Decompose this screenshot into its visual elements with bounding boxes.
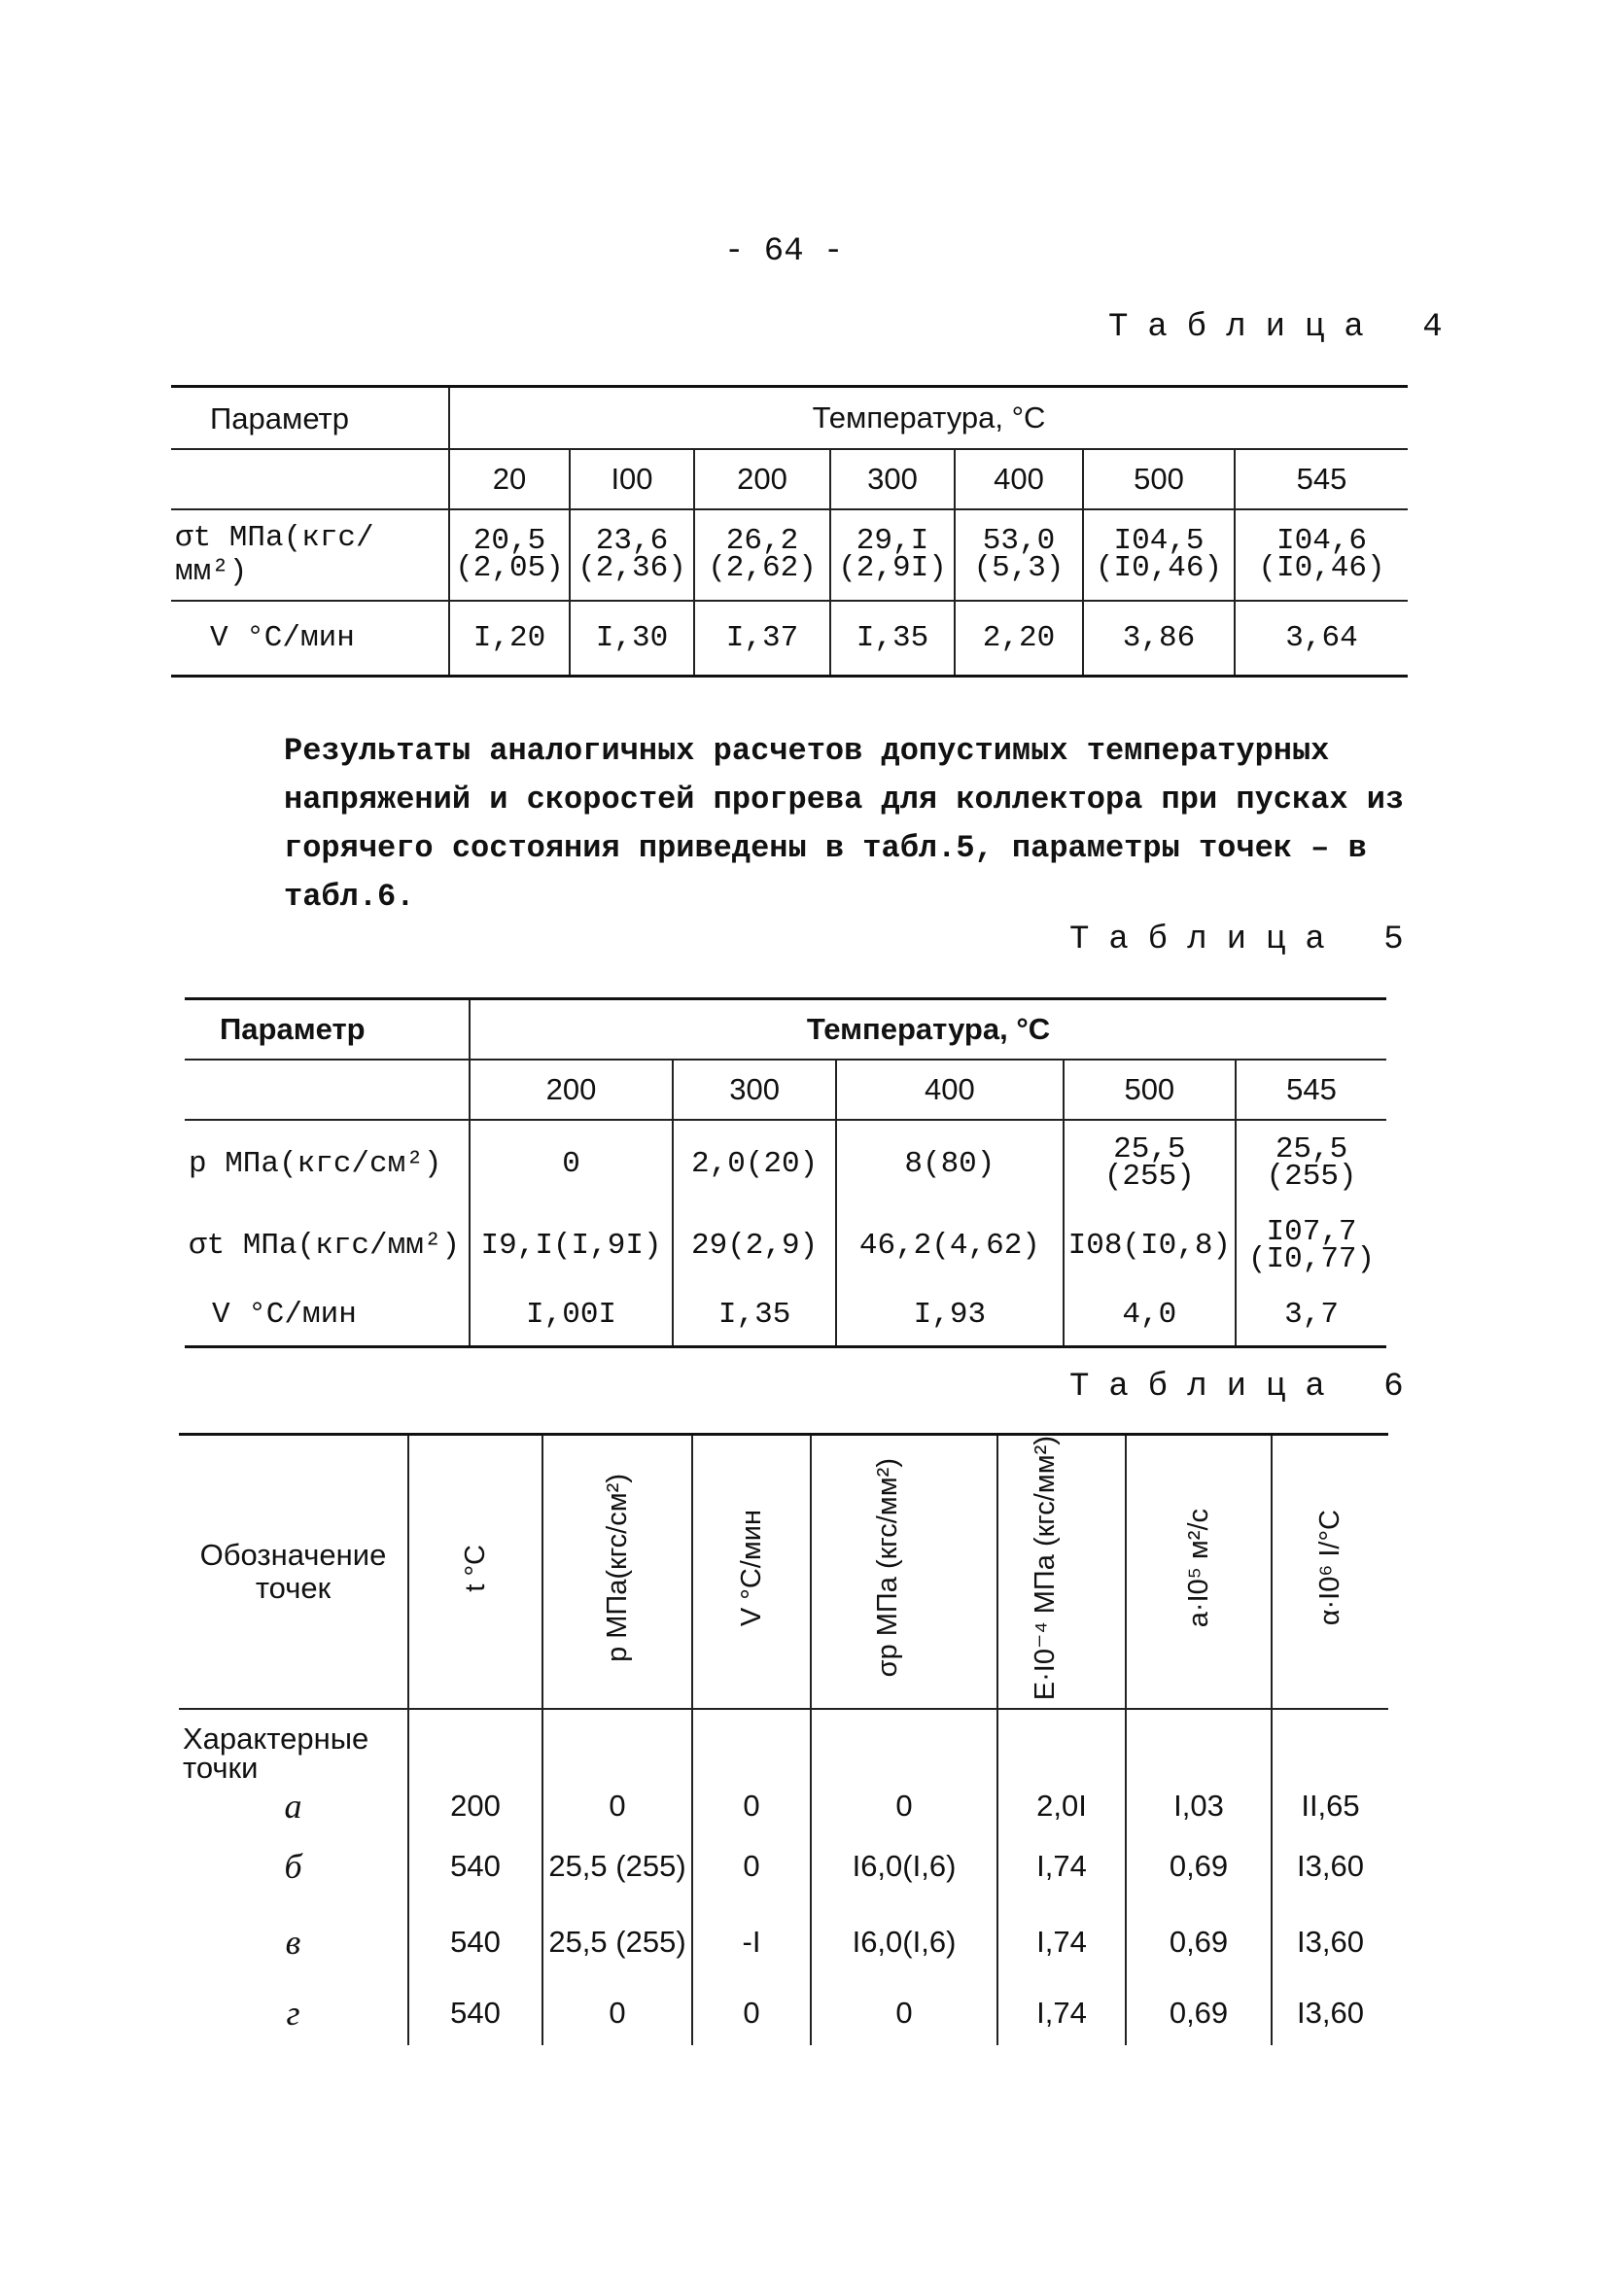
table5-sigma-value: 46,2(4,62) — [836, 1207, 1063, 1285]
table6-point: г — [286, 1994, 300, 2034]
table4-v-value: I,20 — [449, 601, 570, 677]
table5-p-value: 25,5 (255) — [1064, 1120, 1236, 1207]
table6-cell-t: 540 — [408, 1829, 542, 1903]
table5-temp: 300 — [673, 1060, 836, 1120]
table6-cell-p: 25,5 (255) — [542, 1903, 692, 1981]
table6-header-p — [542, 1435, 692, 1710]
table5-p-value: 2,0(20) — [673, 1120, 836, 1207]
table5-v-value: 3,7 — [1236, 1285, 1386, 1347]
table6-cell-v: -I — [692, 1903, 811, 1981]
table4-v-value: I,30 — [570, 601, 694, 677]
table4-header-spacer — [171, 449, 449, 509]
table6-cell-sigma: I6,0(I,6) — [811, 1829, 997, 1903]
table6-header-e-text: E·I0⁻⁴ МПа (кгс/мм²) — [1030, 1436, 1061, 1701]
table6-cell-e: I,74 — [997, 1829, 1126, 1903]
table6-cell-p: 25,5 (255) — [542, 1829, 692, 1903]
table6-point: в — [285, 1923, 301, 1963]
table5-param-header: Параметр — [220, 1012, 366, 1046]
table6-empty-cell — [811, 1709, 997, 1783]
table5-temp: 200 — [470, 1060, 673, 1120]
table6-group-label: Характерные точки — [183, 1722, 369, 1786]
table5-p-value: 0 — [470, 1120, 673, 1207]
table5-p-value: 8(80) — [836, 1120, 1063, 1207]
table6-cell-a: 0,69 — [1126, 1903, 1272, 1981]
table6-header-p-text: p МПа(кгс/см²) — [601, 1474, 633, 1663]
page-number: - 64 - — [724, 233, 844, 270]
table4-v-value: 2,20 — [955, 601, 1083, 677]
table6-header-t — [408, 1435, 542, 1710]
table6-empty-cell — [997, 1709, 1126, 1783]
table6-cell-e: I,74 — [997, 1981, 1126, 2045]
table5-v-label: V °С/мин — [212, 1298, 357, 1333]
table6-cell-v: 0 — [692, 1981, 811, 2045]
table6-empty-cell — [1126, 1709, 1272, 1783]
table6-header-a — [1126, 1435, 1272, 1710]
table5-v-value: I,35 — [673, 1285, 836, 1347]
table4-temp-header: Температура, °С — [449, 387, 1408, 449]
table6 — [179, 1433, 1388, 2045]
table5-sigma-value: I08(I0,8) — [1064, 1207, 1236, 1285]
table6-cell-e: 2,0I — [997, 1783, 1126, 1829]
table5-v-value: I,00I — [470, 1285, 673, 1347]
table4-sigma-value: I04,5 (I0,46) — [1083, 509, 1235, 601]
table6-header-e — [997, 1435, 1126, 1710]
table5-v-value: I,93 — [836, 1285, 1063, 1347]
table6-cell-a: 0,69 — [1126, 1829, 1272, 1903]
table5-sigma-value: 29(2,9) — [673, 1207, 836, 1285]
table4-v-label: V °С/мин — [171, 601, 449, 677]
table6-cell-e: I,74 — [997, 1903, 1126, 1981]
table6-cell-alpha: I3,60 — [1272, 1829, 1388, 1903]
table4-temp: 20 — [449, 449, 570, 509]
table4-temp: I00 — [570, 449, 694, 509]
table4-sigma-value: 23,6 (2,36) — [570, 509, 694, 601]
table5-p-value: 25,5 (255) — [1236, 1120, 1386, 1207]
table6-cell-alpha: I3,60 — [1272, 1903, 1388, 1981]
table6-cell-t: 540 — [408, 1903, 542, 1981]
table6-header-sigma-text: σp МПа (кгс/мм²) — [872, 1458, 903, 1678]
table6-empty-cell — [692, 1709, 811, 1783]
table6-cell-alpha: II,65 — [1272, 1783, 1388, 1829]
table5-v-value: 4,0 — [1064, 1285, 1236, 1347]
table5-temp: 545 — [1236, 1060, 1386, 1120]
table6-header-sigma — [811, 1435, 997, 1710]
table5-temp: 500 — [1064, 1060, 1236, 1120]
table6-header-alpha — [1272, 1435, 1388, 1710]
table6-empty-cell — [1272, 1709, 1388, 1783]
table6-cell-t: 200 — [408, 1783, 542, 1829]
table5-sigma-value: I9,I(I,9I) — [470, 1207, 673, 1285]
table6-header-alpha-text: α·I0⁶ I/°С — [1314, 1510, 1345, 1626]
table5-p-label: p МПа(кгс/см²) — [185, 1120, 470, 1207]
table4-temp: 400 — [955, 449, 1083, 509]
table6-empty-cell — [408, 1709, 542, 1783]
table4-sigma-value: I04,6 (I0,46) — [1235, 509, 1408, 601]
table6-point: а — [284, 1787, 302, 1826]
table4-sigma-label: σt МПа(кгс/мм²) — [171, 509, 449, 601]
table4-v-value: I,35 — [830, 601, 955, 677]
table4-temp: 545 — [1235, 449, 1408, 509]
table6-caption: Таблица 6 — [1069, 1369, 1423, 1406]
table5-temp: 400 — [836, 1060, 1063, 1120]
table6-cell-v: 0 — [692, 1829, 811, 1903]
table4-v-value: 3,86 — [1083, 601, 1235, 677]
table4-caption: Таблица 4 — [1108, 309, 1462, 346]
table6-cell-a: 0,69 — [1126, 1981, 1272, 2045]
table6-header-a-text: a·I0⁵ м²/с — [1182, 1509, 1214, 1628]
table4-temp: 500 — [1083, 449, 1235, 509]
table4-v-value: 3,64 — [1235, 601, 1408, 677]
table5 — [185, 997, 1386, 1348]
table5-header-spacer — [185, 1060, 470, 1120]
table4-param-header: Параметр — [210, 401, 349, 435]
table6-cell-p: 0 — [542, 1783, 692, 1829]
table6-header-t-text: t °С — [459, 1544, 491, 1592]
table6-empty-cell — [542, 1709, 692, 1783]
table6-point: б — [284, 1847, 302, 1887]
table4-sigma-value: 53,0 (5,3) — [955, 509, 1083, 601]
table5-sigma-label: σt МПа(кгс/мм²) — [189, 1229, 461, 1263]
table4-temp: 300 — [830, 449, 955, 509]
table6-header-v — [692, 1435, 811, 1710]
table6-cell-a: I,03 — [1126, 1783, 1272, 1829]
table6-cell-sigma: I6,0(I,6) — [811, 1903, 997, 1981]
table6-cell-v: 0 — [692, 1783, 811, 1829]
table4-sigma-value: 26,2 (2,62) — [694, 509, 830, 601]
table4 — [171, 385, 1408, 678]
table6-cell-alpha: I3,60 — [1272, 1981, 1388, 2045]
table5-temp-header: Температура, °С — [470, 999, 1386, 1060]
table6-cell-t: 540 — [408, 1981, 542, 2045]
table4-v-value: I,37 — [694, 601, 830, 677]
table6-cell-sigma: 0 — [811, 1981, 997, 2045]
table6-cell-sigma: 0 — [811, 1783, 997, 1829]
table6-header-v-text: V °С/мин — [735, 1510, 767, 1627]
table6-header-point: Обозначение точек — [199, 1538, 387, 1606]
table5-sigma-value: I07,7 (I0,77) — [1236, 1207, 1386, 1285]
table4-sigma-value: 29,I (2,9I) — [830, 509, 955, 601]
body-paragraph: Результаты аналогичных расчетов допустимых температурных напряжений и скоростей прогрева для коллектора при пусках из горячего состояния приведены в табл.5, параметры точек – в табл.6. — [284, 733, 1405, 915]
table5-caption: Таблица 5 — [1069, 922, 1423, 958]
table4-temp: 200 — [694, 449, 830, 509]
table4-sigma-value: 20,5 (2,05) — [449, 509, 570, 601]
table6-cell-p: 0 — [542, 1981, 692, 2045]
